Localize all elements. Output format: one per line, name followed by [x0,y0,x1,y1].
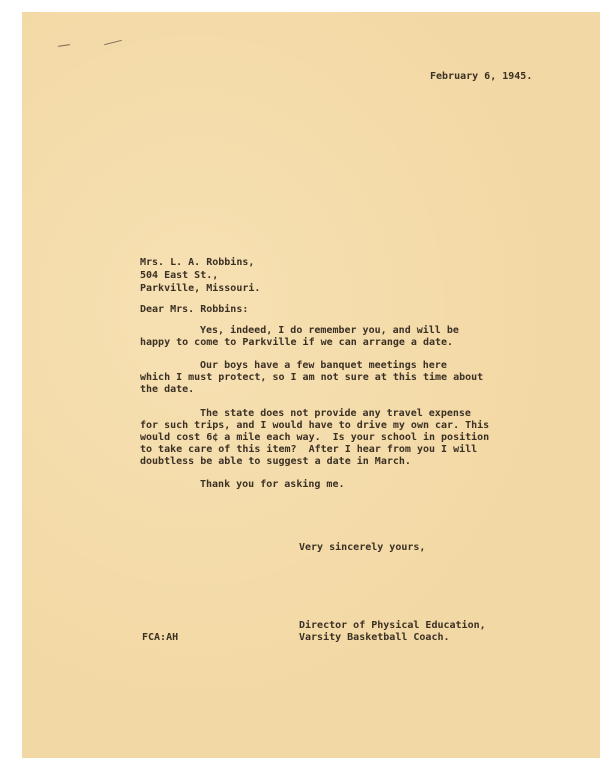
pencil-mark [104,40,122,45]
letter-date: February 6, 1945. [430,71,533,82]
paragraph-line: to take care of this item? After I hear from you I will [140,444,478,455]
address-line: Parkville, Missouri. [140,283,261,294]
paragraph-line: Our boys have a few banquet meetings here [200,360,447,371]
paragraph-line: happy to come to Parkville if we can arrange a date. [140,337,454,348]
address-line: 504 East St., [140,270,219,281]
pencil-mark [58,44,70,47]
address-line: Mrs. L. A. Robbins, [140,257,255,268]
letter-page [22,12,600,758]
paragraph-line: for such trips, and I would have to drive my own car. This [140,420,490,431]
title-line: Varsity Basketball Coach. [299,632,450,643]
paragraph-line: would cost 6¢ a mile each way. Is your school in position [140,432,490,443]
typist-initials: FCA:AH [142,632,179,643]
closing: Very sincerely yours, [299,542,426,553]
title-line: Director of Physical Education, [299,620,486,631]
paragraph-line: Yes, indeed, I do remember you, and will be [200,325,459,336]
paragraph-line: The state does not provide any travel expense [200,408,471,419]
paragraph-line: which I must protect, so I am not sure at this time about [140,372,484,383]
paragraph-line: Thank you for asking me. [200,479,345,490]
paragraph-line: doubtless be able to suggest a date in March. [140,456,411,467]
salutation: Dear Mrs. Robbins: [140,304,249,315]
paragraph-line: the date. [140,384,195,395]
